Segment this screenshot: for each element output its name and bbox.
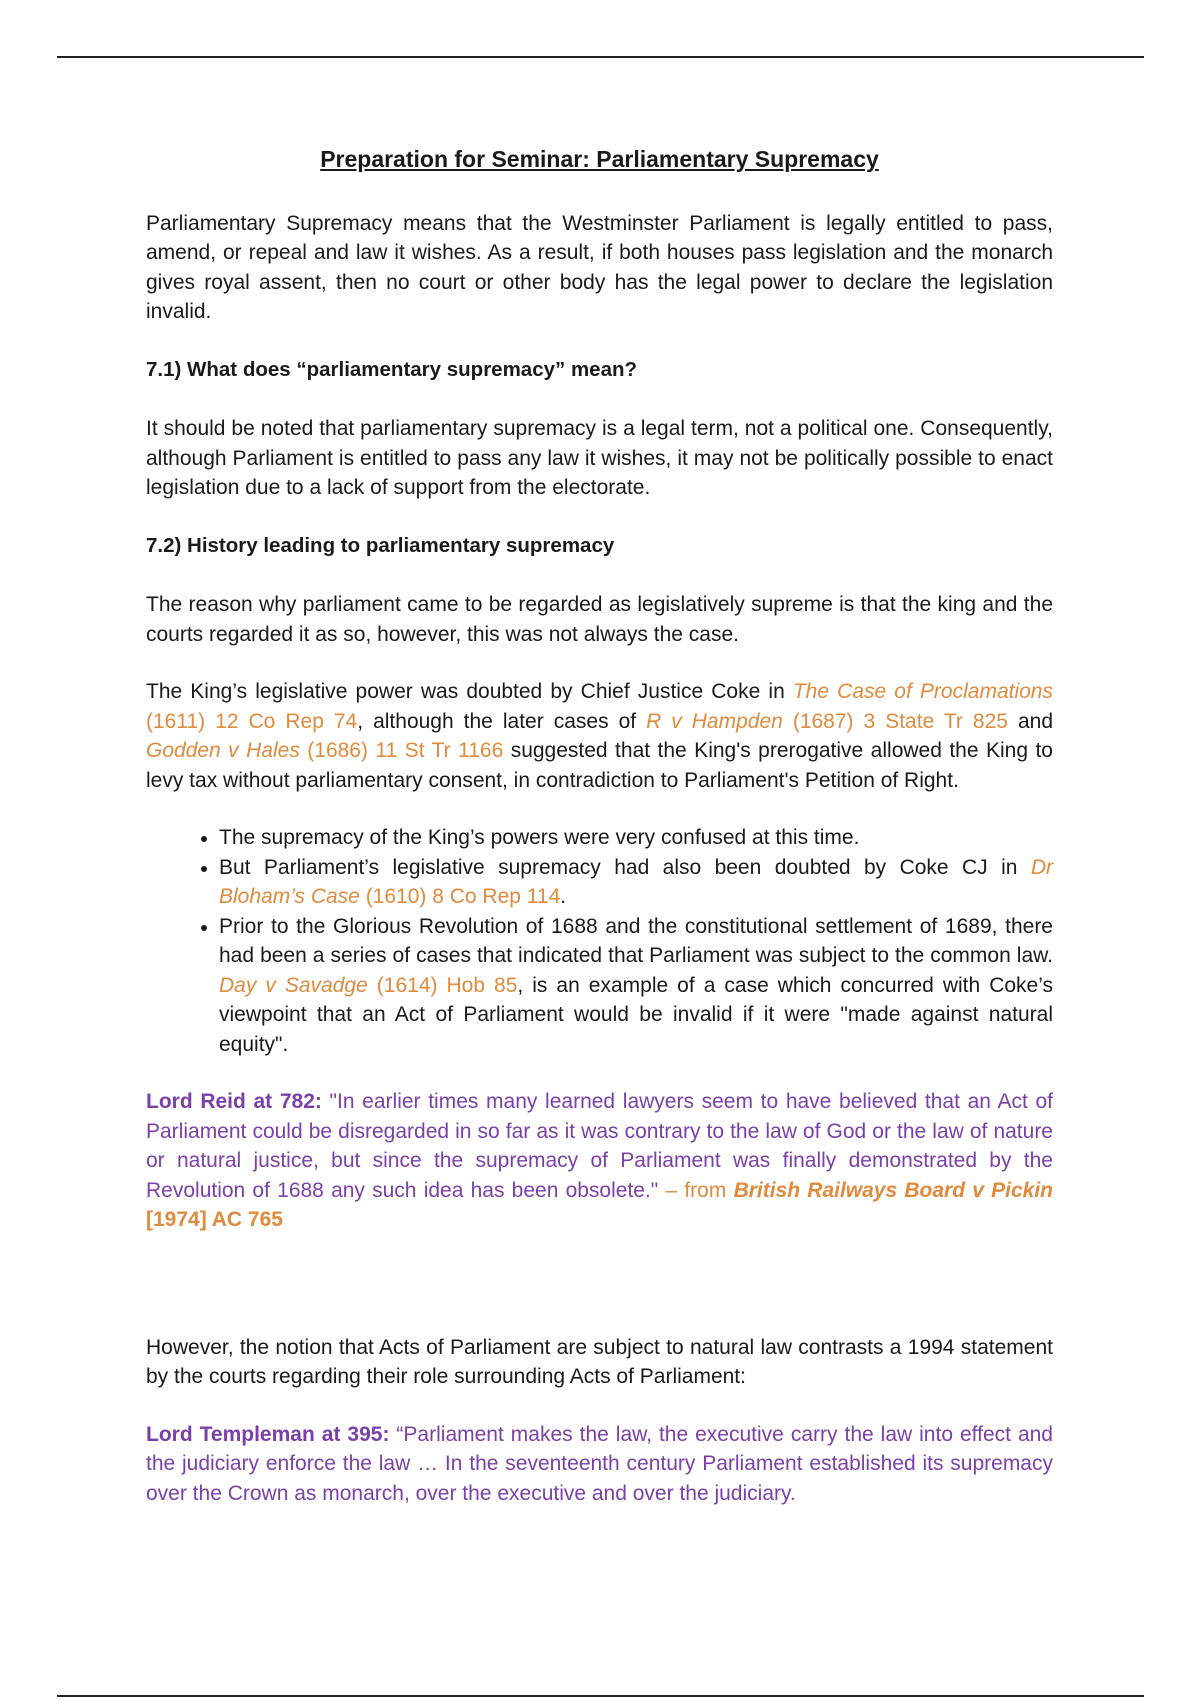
case-cite: (1610) 8 Co Rep 114 — [359, 885, 561, 908]
page-title: Preparation for Seminar: Parliamentary Supremacy — [320, 146, 879, 172]
case-cite: (1611) 12 Co Rep 74 — [146, 709, 358, 733]
history-paragraph-1: The reason why parliament came to be regarded as legislatively supreme is that the king and the courts regarded it as so, however, this was not always the case. — [146, 593, 1053, 646]
footer-rule — [57, 1695, 1144, 1697]
case-cite: [1974] AC 765 — [146, 1208, 283, 1231]
case-cite: (1614) Hob 85 — [367, 973, 518, 997]
bullet-item — [219, 912, 1053, 1060]
case-name: The Case of Proclamations — [792, 680, 1053, 703]
quote-lord-reid — [146, 1087, 1053, 1235]
case-citation-godden — [146, 739, 503, 762]
quote-text: “Parliament makes the law, the executive carry the law into effect and the judiciary enforce the law … In the seventeenth century Parliament established its supremacy over the Crown as monarch, over the executive and over the judiciary. — [146, 1422, 1053, 1505]
text-run: Prior to the Glorious Revolution of 1688 and the constitutional settlement of 1689, there had been a series of cases that indicated that Parliament was subject to the common law. — [219, 914, 1053, 967]
text-run: The King’s legislative power was doubted by Chief Justice Coke in — [146, 680, 793, 703]
history-bullet-list — [146, 823, 1053, 1059]
bullet-item — [219, 853, 1053, 912]
section-7-2-heading: 7.2) History leading to parliamentary supremacy — [146, 533, 615, 557]
header-rule — [57, 56, 1144, 58]
text-run: suggested that the King's prerogative allowed the King to levy tax without parliamentary consent, in contradiction to Parliament's Petition of Right. — [146, 739, 1053, 792]
text-run: But Parliament’s legislative supremacy had also been doubted by Coke CJ in — [219, 855, 1031, 879]
case-name: R v Hampden — [646, 709, 783, 733]
section-7-1-heading: 7.1) What does “parliamentary supremacy” mean? — [146, 357, 638, 381]
case-citation-savadge — [219, 974, 517, 997]
section-7-1-body: It should be noted that parliamentary supremacy is a legal term, not a political one. Consequently, although Parliament is entitled to pass any law it wishes, it may not be politically possible to enact legislation due to a lack of support from the electorate. — [146, 417, 1053, 499]
quote-source-label: – from — [658, 1178, 734, 1202]
bullet-item: • The supremacy of the King’s powers were very confused at this time. — [219, 823, 1053, 853]
contrast-paragraph: However, the notion that Acts of Parliament are subject to natural law contrasts a 1994 statement by the courts regarding their role surrounding Acts of Parliament: — [146, 1335, 1053, 1388]
text-run: , although the later cases of — [357, 709, 647, 733]
case-name: Dr Bloham’s Case — [219, 855, 1053, 908]
case-cite: (1687) 3 State Tr 825 — [782, 709, 1008, 733]
quote-speaker: Lord Reid at 782: — [146, 1090, 322, 1113]
history-paragraph-2 — [146, 677, 1053, 795]
intro-paragraph: Parliamentary Supremacy means that the Westminster Parliament is legally entitled to pass, amend, or repeal and law it wishes. As a result, if both houses pass legislation and the monarch gives royal assent, then no court or other body has the legal power to declare the legislation invalid. — [146, 211, 1053, 323]
quote-text: "In earlier times many learned lawyers seem to have believed that an Act of Parliament could be disregarded in so far as it was contrary to the law of God or the law of nature or natural justice, but since the supremacy of Parliament was finally demonstrated by the Revolution of 1688 any such idea has been obsolete." — [146, 1090, 1053, 1202]
document-page — [146, 145, 1053, 1508]
text-run: . — [560, 885, 567, 908]
case-citation-hampden — [646, 710, 1008, 733]
text-run: , is an example of a case which concurred with Coke’s viewpoint that an Act of Parliament would be invalid if it were "made against natural equity". — [219, 973, 1054, 1056]
case-name: Day v Savadge — [219, 973, 368, 997]
text-run: and — [1007, 709, 1054, 733]
case-name: Godden v Hales — [146, 739, 300, 762]
case-cite: (1686) 11 St Tr 1166 — [299, 739, 504, 762]
quote-speaker: Lord Templeman at 395: — [146, 1422, 390, 1446]
quote-lord-templeman — [146, 1420, 1053, 1509]
case-name: British Railways Board v Pickin — [733, 1178, 1053, 1202]
